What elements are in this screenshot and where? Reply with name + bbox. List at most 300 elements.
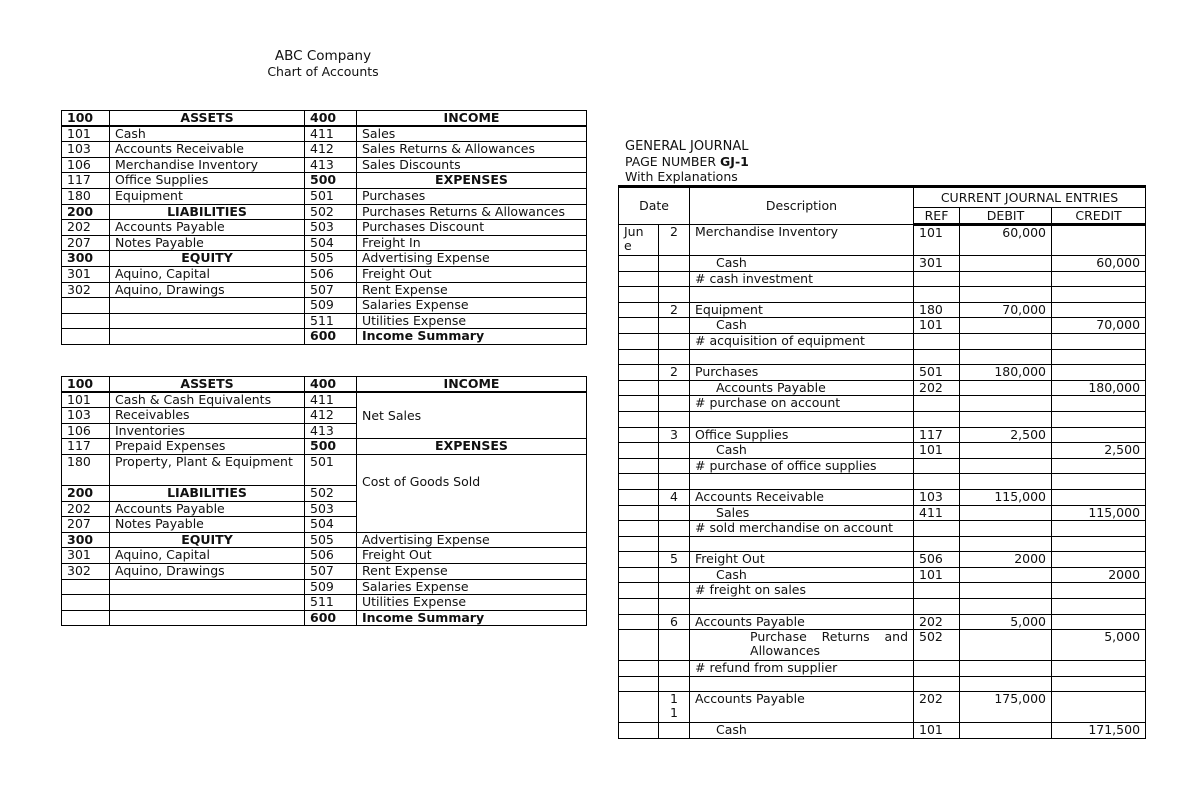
description-cell <box>690 287 914 303</box>
account-name: Freight In <box>357 235 587 251</box>
credit-cell <box>1052 333 1146 349</box>
credit-cell <box>1052 396 1146 412</box>
credit-cell <box>1052 411 1146 427</box>
description-cell: Freight Out <box>690 552 914 568</box>
description-cell: # refund from supplier <box>690 661 914 677</box>
account-code <box>62 610 110 626</box>
account-row <box>62 313 587 329</box>
ref-cell: 411 <box>914 505 960 521</box>
description-cell: # purchase on account <box>690 396 914 412</box>
account-name: Sales Returns & Allowances <box>357 142 587 158</box>
month-cell <box>619 505 659 521</box>
debit-cell: 70,000 <box>960 302 1052 318</box>
account-name: Purchases Discount <box>357 220 587 236</box>
journal-title: GENERAL JOURNAL <box>625 139 749 154</box>
account-code: 200 <box>62 204 110 220</box>
chart-of-accounts-table-1 <box>61 110 587 345</box>
ref-cell <box>914 287 960 303</box>
debit-cell: 180,000 <box>960 365 1052 381</box>
account-code: 117 <box>62 439 110 455</box>
description-cell: Office Supplies <box>690 427 914 443</box>
journal-row <box>619 365 1146 381</box>
journal-row <box>619 630 1146 661</box>
description-cell: Cash <box>690 567 914 583</box>
description-cell: Cash <box>690 256 914 272</box>
day-cell: 3 <box>659 427 690 443</box>
account-name <box>110 610 305 626</box>
journal-row <box>619 411 1146 427</box>
account-code: 103 <box>62 142 110 158</box>
credit-cell: 171,500 <box>1052 723 1146 739</box>
description-cell: # freight on sales <box>690 583 914 599</box>
month-cell <box>619 599 659 615</box>
document-title <box>203 49 443 79</box>
description-cell: Cash <box>690 723 914 739</box>
debit-cell <box>960 583 1052 599</box>
debit-cell <box>960 676 1052 692</box>
day-cell <box>659 505 690 521</box>
day-cell: 6 <box>659 614 690 630</box>
day-cell <box>659 599 690 615</box>
month-cell <box>619 411 659 427</box>
day-cell <box>659 458 690 474</box>
credit-cell: 180,000 <box>1052 380 1146 396</box>
day-cell <box>659 318 690 334</box>
ref-cell <box>914 458 960 474</box>
account-code: 501 <box>305 188 357 204</box>
account-name: Receivables <box>110 408 305 424</box>
credit-cell <box>1052 474 1146 490</box>
account-code: 502 <box>305 204 357 220</box>
month-cell <box>619 723 659 739</box>
ref-cell <box>914 271 960 287</box>
account-code: 504 <box>305 517 357 533</box>
debit-cell <box>960 443 1052 459</box>
account-code: 101 <box>62 126 110 142</box>
account-code: 506 <box>305 266 357 282</box>
credit-cell: 115,000 <box>1052 505 1146 521</box>
journal-row <box>619 427 1146 443</box>
day-cell: 2 <box>659 302 690 318</box>
account-code: 302 <box>62 563 110 579</box>
account-code: 501 <box>305 454 357 485</box>
account-code <box>62 329 110 345</box>
chart-of-accounts-table-2 <box>61 376 587 626</box>
description-cell <box>690 474 914 490</box>
month-cell <box>619 552 659 568</box>
account-code: 117 <box>62 173 110 189</box>
ref-cell: 117 <box>914 427 960 443</box>
chart-of-accounts-subtitle: Chart of Accounts <box>267 64 379 79</box>
month-cell <box>619 427 659 443</box>
debit-cell <box>960 599 1052 615</box>
month-cell <box>619 380 659 396</box>
account-code: 207 <box>62 517 110 533</box>
debit-cell <box>960 723 1052 739</box>
ref-cell: 502 <box>914 630 960 661</box>
account-name: Income Summary <box>357 329 587 345</box>
account-code: 509 <box>305 298 357 314</box>
description-cell: Purchases <box>690 365 914 381</box>
account-name: EQUITY <box>110 532 305 548</box>
month-cell <box>619 692 659 723</box>
debit-cell <box>960 396 1052 412</box>
account-name: Salaries Expense <box>357 298 587 314</box>
credit-cell <box>1052 692 1146 723</box>
day-cell: 1 1 <box>659 692 690 723</box>
day-cell: 5 <box>659 552 690 568</box>
description-cell: # purchase of office supplies <box>690 458 914 474</box>
account-name: Cash & Cash Equivalents <box>110 392 305 408</box>
description-cell: Cash <box>690 318 914 334</box>
ref-cell: 101 <box>914 225 960 256</box>
description-cell <box>690 349 914 365</box>
description-cell: Purchase Returns and Allowances <box>690 630 914 661</box>
ref-cell <box>914 536 960 552</box>
account-code: 300 <box>62 251 110 267</box>
account-row <box>62 595 587 611</box>
credit-header: CREDIT <box>1052 208 1146 225</box>
account-name: Prepaid Expenses <box>110 439 305 455</box>
journal-row <box>619 225 1146 256</box>
account-name: Utilities Expense <box>357 313 587 329</box>
credit-cell <box>1052 302 1146 318</box>
account-name: EXPENSES <box>357 439 587 455</box>
account-code <box>62 298 110 314</box>
account-row <box>62 298 587 314</box>
account-name: Notes Payable <box>110 517 305 533</box>
month-cell <box>619 287 659 303</box>
account-name: Property, Plant & Equipment <box>110 454 305 485</box>
account-name: Rent Expense <box>357 282 587 298</box>
day-cell <box>659 396 690 412</box>
month-cell <box>619 614 659 630</box>
ref-cell: 501 <box>914 365 960 381</box>
account-code: 202 <box>62 220 110 236</box>
ref-cell <box>914 676 960 692</box>
month-cell <box>619 333 659 349</box>
description-cell: # cash investment <box>690 271 914 287</box>
month-cell <box>619 521 659 537</box>
description-cell: Accounts Payable <box>690 692 914 723</box>
account-row <box>62 173 587 189</box>
month-cell <box>619 474 659 490</box>
day-cell <box>659 723 690 739</box>
account-name: INCOME <box>357 111 587 127</box>
journal-row <box>619 396 1146 412</box>
account-code: 600 <box>305 329 357 345</box>
account-code: 180 <box>62 188 110 204</box>
ref-cell: 103 <box>914 489 960 505</box>
month-cell <box>619 536 659 552</box>
account-name: Sales Discounts <box>357 157 587 173</box>
description-header: Description <box>690 187 914 225</box>
account-name: Aquino, Drawings <box>110 563 305 579</box>
journal-row <box>619 552 1146 568</box>
description-cell <box>690 411 914 427</box>
credit-cell <box>1052 676 1146 692</box>
account-code: 505 <box>305 532 357 548</box>
account-row <box>62 266 587 282</box>
account-name <box>110 579 305 595</box>
account-code: 207 <box>62 235 110 251</box>
debit-cell <box>960 271 1052 287</box>
account-code: 301 <box>62 548 110 564</box>
debit-cell <box>960 411 1052 427</box>
ref-cell: 202 <box>914 692 960 723</box>
account-name: Salaries Expense <box>357 579 587 595</box>
account-row <box>62 282 587 298</box>
account-code: 101 <box>62 392 110 408</box>
debit-cell: 115,000 <box>960 489 1052 505</box>
account-code: 411 <box>305 126 357 142</box>
ref-cell: 180 <box>914 302 960 318</box>
account-name: LIABILITIES <box>110 485 305 501</box>
account-row <box>62 142 587 158</box>
account-code: 106 <box>62 423 110 439</box>
account-code: 412 <box>305 408 357 424</box>
journal-row <box>619 489 1146 505</box>
account-name: Advertising Expense <box>357 251 587 267</box>
journal-row <box>619 723 1146 739</box>
debit-cell: 2000 <box>960 552 1052 568</box>
account-code: 505 <box>305 251 357 267</box>
month-cell: Jun e <box>619 225 659 256</box>
ref-cell: 101 <box>914 567 960 583</box>
debit-cell <box>960 349 1052 365</box>
account-name: EQUITY <box>110 251 305 267</box>
account-name: Accounts Receivable <box>110 142 305 158</box>
account-name: Office Supplies <box>110 173 305 189</box>
journal-row <box>619 443 1146 459</box>
account-code: 500 <box>305 439 357 455</box>
account-code: 507 <box>305 563 357 579</box>
month-cell <box>619 630 659 661</box>
month-cell <box>619 256 659 272</box>
account-code: 300 <box>62 532 110 548</box>
month-cell <box>619 567 659 583</box>
credit-cell <box>1052 552 1146 568</box>
date-header: Date <box>619 187 690 225</box>
day-cell: 2 <box>659 225 690 256</box>
account-row <box>62 439 587 455</box>
account-name: Equipment <box>110 188 305 204</box>
account-code: 507 <box>305 282 357 298</box>
ref-cell: 101 <box>914 318 960 334</box>
journal-row <box>619 474 1146 490</box>
account-row <box>62 220 587 236</box>
account-code: 103 <box>62 408 110 424</box>
journal-row <box>619 458 1146 474</box>
account-name: Accounts Payable <box>110 501 305 517</box>
ref-cell: 101 <box>914 443 960 459</box>
description-cell: Equipment <box>690 302 914 318</box>
ref-cell <box>914 411 960 427</box>
description-cell: Accounts Payable <box>690 614 914 630</box>
account-code: 400 <box>305 377 357 393</box>
journal-note: With Explanations <box>625 169 738 184</box>
account-name: Net Sales <box>357 392 587 439</box>
description-cell: Merchandise Inventory <box>690 225 914 256</box>
day-cell <box>659 287 690 303</box>
journal-row <box>619 567 1146 583</box>
account-code: 202 <box>62 501 110 517</box>
journal-row <box>619 505 1146 521</box>
credit-cell <box>1052 583 1146 599</box>
credit-cell: 60,000 <box>1052 256 1146 272</box>
credit-cell: 5,000 <box>1052 630 1146 661</box>
credit-cell <box>1052 271 1146 287</box>
debit-cell <box>960 536 1052 552</box>
debit-cell: 175,000 <box>960 692 1052 723</box>
account-code: 400 <box>305 111 357 127</box>
journal-row <box>619 318 1146 334</box>
ref-cell: 202 <box>914 614 960 630</box>
ref-header: REF <box>914 208 960 225</box>
debit-cell <box>960 474 1052 490</box>
credit-cell <box>1052 536 1146 552</box>
day-cell: 2 <box>659 365 690 381</box>
account-name: Aquino, Drawings <box>110 282 305 298</box>
account-code: 180 <box>62 454 110 485</box>
debit-cell <box>960 521 1052 537</box>
account-row <box>62 329 587 345</box>
account-code: 413 <box>305 157 357 173</box>
description-cell <box>690 599 914 615</box>
day-cell <box>659 474 690 490</box>
day-cell <box>659 380 690 396</box>
ref-cell: 301 <box>914 256 960 272</box>
day-cell <box>659 349 690 365</box>
account-name: Utilities Expense <box>357 595 587 611</box>
account-code: 502 <box>305 485 357 501</box>
ref-cell: 101 <box>914 723 960 739</box>
journal-row <box>619 333 1146 349</box>
account-row <box>62 563 587 579</box>
account-name: Advertising Expense <box>357 532 587 548</box>
credit-cell <box>1052 427 1146 443</box>
account-row <box>62 392 587 408</box>
account-code: 506 <box>305 548 357 564</box>
company-name: ABC Company <box>274 48 372 64</box>
debit-cell <box>960 318 1052 334</box>
month-cell <box>619 365 659 381</box>
ref-cell: 202 <box>914 380 960 396</box>
journal-row <box>619 583 1146 599</box>
account-name: Income Summary <box>357 610 587 626</box>
day-cell <box>659 256 690 272</box>
day-cell <box>659 676 690 692</box>
account-row <box>62 548 587 564</box>
account-row <box>62 377 587 393</box>
account-name: Cash <box>110 126 305 142</box>
account-name: Aquino, Capital <box>110 266 305 282</box>
account-row <box>62 251 587 267</box>
credit-cell: 2000 <box>1052 567 1146 583</box>
debit-cell: 60,000 <box>960 225 1052 256</box>
journal-row <box>619 614 1146 630</box>
debit-cell <box>960 458 1052 474</box>
account-row <box>62 204 587 220</box>
account-code <box>62 313 110 329</box>
credit-cell: 70,000 <box>1052 318 1146 334</box>
journal-row <box>619 349 1146 365</box>
credit-cell <box>1052 521 1146 537</box>
description-cell: Accounts Payable <box>690 380 914 396</box>
account-name: LIABILITIES <box>110 204 305 220</box>
ref-cell: 506 <box>914 552 960 568</box>
account-name: EXPENSES <box>357 173 587 189</box>
description-cell: Cash <box>690 443 914 459</box>
account-name: Sales <box>357 126 587 142</box>
account-code: 412 <box>305 142 357 158</box>
journal-page-number: PAGE NUMBER GJ-1 <box>625 154 749 169</box>
description-cell: # sold merchandise on account <box>690 521 914 537</box>
account-name: Aquino, Capital <box>110 548 305 564</box>
month-cell <box>619 318 659 334</box>
month-cell <box>619 302 659 318</box>
account-name: Merchandise Inventory <box>110 157 305 173</box>
account-code: 600 <box>305 610 357 626</box>
month-cell <box>619 349 659 365</box>
description-cell: Sales <box>690 505 914 521</box>
journal-row <box>619 692 1146 723</box>
account-code: 301 <box>62 266 110 282</box>
account-name: Freight Out <box>357 548 587 564</box>
ref-cell <box>914 583 960 599</box>
day-cell <box>659 271 690 287</box>
day-cell <box>659 411 690 427</box>
credit-cell: 2,500 <box>1052 443 1146 459</box>
day-cell: 4 <box>659 489 690 505</box>
month-cell <box>619 583 659 599</box>
account-code: 106 <box>62 157 110 173</box>
account-name: Inventories <box>110 423 305 439</box>
credit-cell <box>1052 614 1146 630</box>
current-journal-entries-header: CURRENT JOURNAL ENTRIES <box>914 187 1146 208</box>
account-row <box>62 235 587 251</box>
general-journal-header <box>625 139 749 184</box>
month-cell <box>619 489 659 505</box>
account-row <box>62 126 587 142</box>
account-code: 503 <box>305 220 357 236</box>
account-code: 503 <box>305 501 357 517</box>
description-cell: Accounts Receivable <box>690 489 914 505</box>
account-row <box>62 579 587 595</box>
account-name: INCOME <box>357 377 587 393</box>
debit-cell <box>960 256 1052 272</box>
credit-cell <box>1052 365 1146 381</box>
account-row <box>62 610 587 626</box>
ref-cell <box>914 349 960 365</box>
account-row <box>62 111 587 127</box>
journal-row <box>619 661 1146 677</box>
debit-cell: 5,000 <box>960 614 1052 630</box>
account-code: 511 <box>305 313 357 329</box>
account-name: ASSETS <box>110 377 305 393</box>
month-cell <box>619 443 659 459</box>
account-name <box>110 313 305 329</box>
ref-cell <box>914 521 960 537</box>
ref-cell <box>914 474 960 490</box>
description-cell <box>690 676 914 692</box>
day-cell <box>659 661 690 677</box>
account-name: Cost of Goods Sold <box>357 454 587 532</box>
credit-cell <box>1052 599 1146 615</box>
account-name: Rent Expense <box>357 563 587 579</box>
day-cell <box>659 443 690 459</box>
account-code: 504 <box>305 235 357 251</box>
